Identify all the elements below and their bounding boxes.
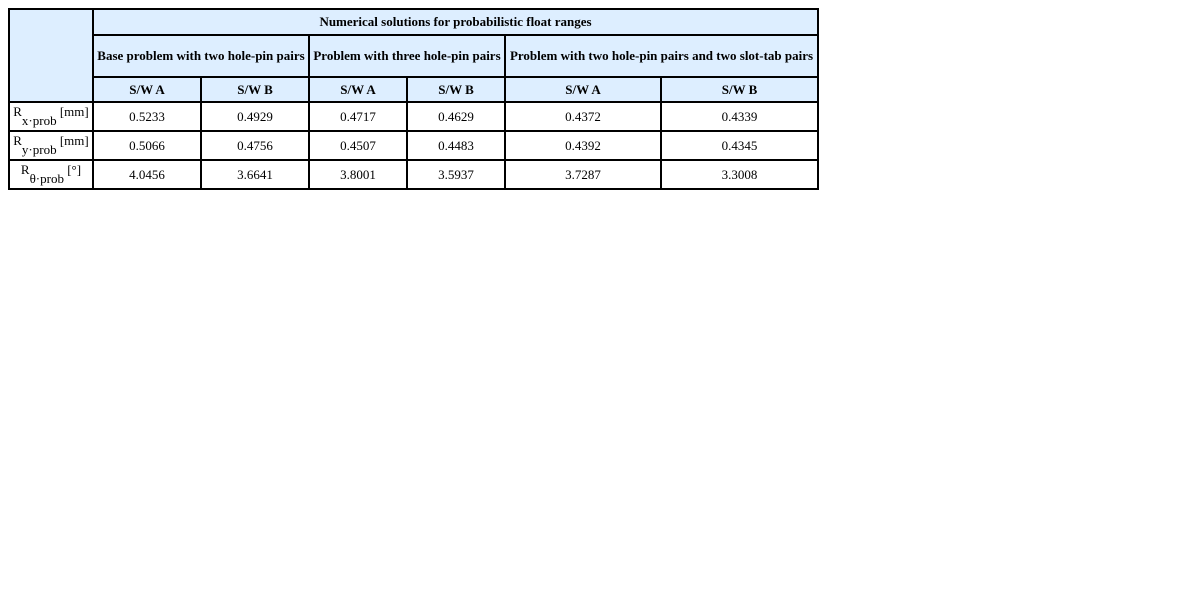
table-cell: 3.5937 xyxy=(407,160,505,189)
table-cell: 0.4929 xyxy=(201,102,309,131)
row-label-unit: [mm] xyxy=(59,133,89,148)
row-label-symbol: R xyxy=(13,133,22,148)
group-header-three-hole-pin: Problem with three hole-pin pairs xyxy=(309,35,505,77)
row-label-unit: [mm] xyxy=(59,104,89,119)
row-label-symbol: R xyxy=(20,162,30,177)
table-cell: 3.8001 xyxy=(309,160,407,189)
table-row xyxy=(9,160,818,189)
table-cell: 0.5233 xyxy=(93,102,201,131)
table-cell: 3.7287 xyxy=(505,160,661,189)
table-cell: 0.4372 xyxy=(505,102,661,131)
subheader-cell: S/W A xyxy=(505,77,661,102)
table-cell: 0.4507 xyxy=(309,131,407,160)
row-label-subscript: θ·prob xyxy=(29,171,64,186)
table-cell: 0.4483 xyxy=(407,131,505,160)
subheader-cell: S/W B xyxy=(201,77,309,102)
table-cell: 3.3008 xyxy=(661,160,818,189)
table-cell: 0.4339 xyxy=(661,102,818,131)
table-cell: 3.6641 xyxy=(201,160,309,189)
subheader-cell: S/W A xyxy=(93,77,201,102)
row-label-ry xyxy=(9,131,93,160)
table-title: Numerical solutions for probabilistic float ranges xyxy=(93,9,818,35)
table-row xyxy=(9,131,818,160)
subheader-cell: S/W B xyxy=(661,77,818,102)
table-row xyxy=(9,102,818,131)
group-header-base-problem: Base problem with two hole-pin pairs xyxy=(93,35,309,77)
float-ranges-table xyxy=(8,8,819,190)
table-cell: 4.0456 xyxy=(93,160,201,189)
row-label-rx xyxy=(9,102,93,131)
table-corner-cell xyxy=(9,9,93,102)
table-cell: 0.4756 xyxy=(201,131,309,160)
group-header-slot-tab: Problem with two hole-pin pairs and two slot-tab pairs xyxy=(505,35,818,77)
table-cell: 0.4392 xyxy=(505,131,661,160)
row-label-subscript: x·prob xyxy=(21,113,57,128)
table-cell: 0.4717 xyxy=(309,102,407,131)
table-cell: 0.5066 xyxy=(93,131,201,160)
subheader-cell: S/W A xyxy=(309,77,407,102)
row-label-subscript: y·prob xyxy=(21,142,57,157)
row-label-unit: [°] xyxy=(67,162,82,177)
subheader-cell: S/W B xyxy=(407,77,505,102)
table-cell: 0.4629 xyxy=(407,102,505,131)
row-label-symbol: R xyxy=(13,104,22,119)
row-label-rtheta xyxy=(9,160,93,189)
table-cell: 0.4345 xyxy=(661,131,818,160)
